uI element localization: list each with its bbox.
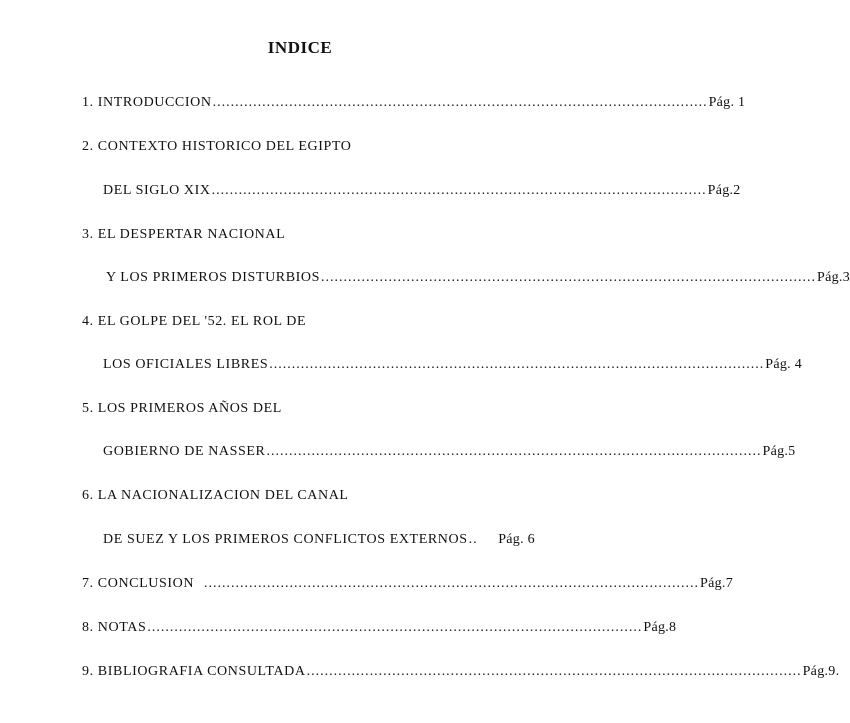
toc-entry-text: 4. EL GOLPE DEL '52. EL ROL DE: [82, 314, 307, 329]
toc-page-ref: Pág. 6: [498, 532, 535, 547]
toc-entry-text: 2. CONTEXTO HISTORICO DEL EGIPTO: [82, 139, 352, 154]
toc-entry-text: 8. NOTAS: [82, 620, 147, 635]
toc-entry-text: 7. CONCLUSION: [82, 576, 195, 591]
toc-entry-text: Y LOS PRIMEROS DISTURBIOS: [106, 270, 321, 285]
toc-page-ref: Pág.7: [700, 576, 734, 591]
toc-entry-text: GOBIERNO DE NASSER: [103, 444, 266, 459]
page-title: INDICE: [267, 38, 333, 57]
toc-page-ref: Pág.5: [762, 444, 796, 459]
toc-entry: [82, 139, 352, 155]
toc-entry-text: LOS OFICIALES LIBRES: [103, 357, 269, 372]
toc-entry-text: 1. INTRODUCCION: [82, 95, 212, 110]
dot-leader: ..............................................................................................................: [306, 664, 802, 679]
toc-entry: [82, 576, 734, 592]
toc-entry-text: 5. LOS PRIMEROS AÑOS DEL: [82, 401, 282, 416]
toc-entry: [106, 270, 850, 286]
toc-entry-text: DE SUEZ Y LOS PRIMEROS CONFLICTOS EXTERNOS: [103, 532, 468, 547]
toc-page-ref: Pág.2: [707, 183, 741, 198]
toc-entry: [82, 401, 282, 417]
dot-leader: ..............................................................................................................: [211, 183, 707, 198]
toc-entry: [82, 95, 746, 111]
dot-leader: ..............................................................................................................: [269, 357, 765, 372]
toc-entry: [82, 227, 285, 243]
toc-page-ref: Pág.3: [817, 270, 850, 285]
toc-page-ref: Pág.8: [643, 620, 677, 635]
toc-page-ref: Pág.9.: [802, 664, 840, 679]
toc-entry-text: 9. BIBLIOGRAFIA CONSULTADA: [82, 664, 306, 679]
toc-entry-text: 6. LA NACIONALIZACION DEL CANAL: [82, 488, 349, 503]
toc-page-ref: Pág. 1: [708, 95, 746, 110]
toc-entry: [82, 488, 349, 504]
toc-entry: [82, 314, 306, 330]
toc-page-ref: Pág. 4: [765, 357, 803, 372]
dot-leader: ..............................................................................................................: [321, 270, 817, 285]
dot-leader: ..............................................................................................................: [266, 444, 762, 459]
toc-entry: [103, 357, 803, 373]
toc-entry: [103, 183, 741, 199]
dot-leader: ..: [468, 532, 478, 547]
toc-entry: [82, 664, 840, 680]
toc-entry: [103, 444, 796, 460]
toc-entry: [103, 532, 535, 548]
dot-leader: ..............................................................................................................: [212, 95, 708, 110]
toc-entry-text: DEL SIGLO XIX: [103, 183, 211, 198]
toc-entry: [82, 620, 677, 636]
dot-leader: ..............................................................................................................: [147, 620, 643, 635]
dot-leader: ..............................................................................................................: [204, 576, 700, 591]
toc-entry-text: 3. EL DESPERTAR NACIONAL: [82, 227, 286, 242]
